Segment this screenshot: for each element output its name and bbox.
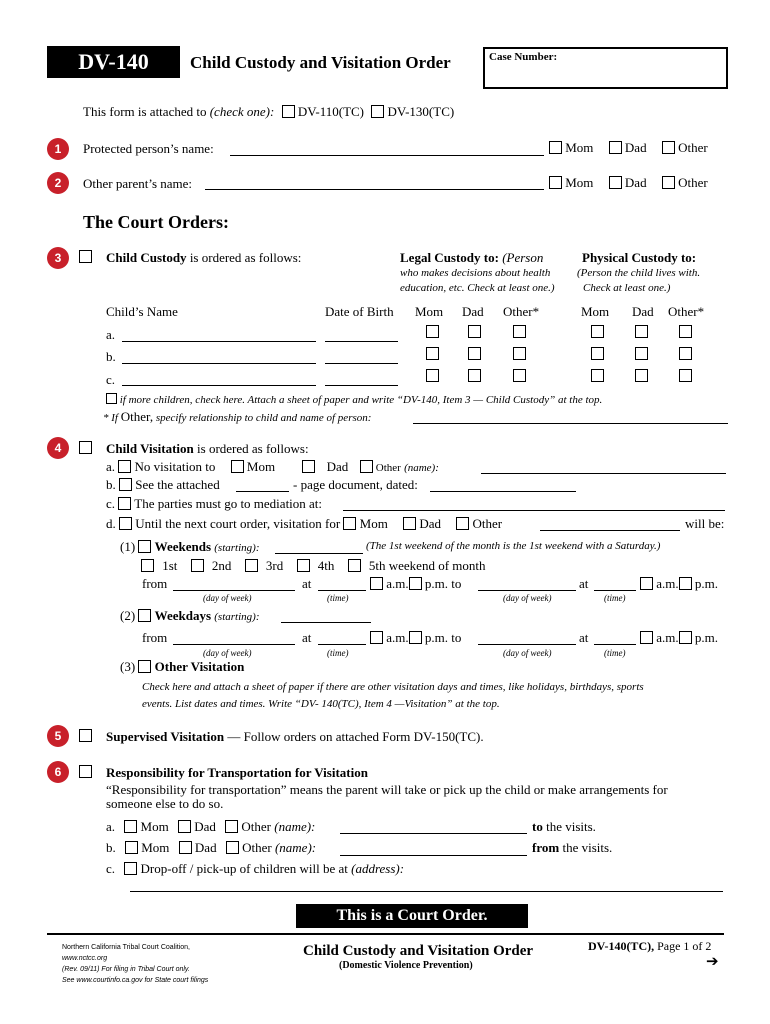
transport-b-name-input[interactable] bbox=[340, 855, 527, 856]
dv110-label: DV-110(TC) bbox=[297, 104, 365, 119]
child-a-legal-other-checkbox[interactable] bbox=[513, 325, 526, 338]
legal-head: Legal Custody to: bbox=[400, 250, 499, 265]
dropoff-address-input[interactable] bbox=[130, 891, 723, 892]
weekday-from-day-input[interactable] bbox=[173, 644, 295, 645]
transport-a-name-input[interactable] bbox=[340, 833, 527, 834]
child-c-physical-other-checkbox[interactable] bbox=[679, 369, 692, 382]
court-orders-heading: The Court Orders: bbox=[83, 212, 229, 232]
custody-row-b-label: b. bbox=[106, 349, 116, 364]
child-c-legal-dad-checkbox[interactable] bbox=[468, 369, 481, 382]
transport-b-row bbox=[106, 840, 316, 856]
transport-desc-2: someone else to do so. bbox=[106, 796, 224, 811]
transport-a-name-label: (name): bbox=[274, 819, 316, 834]
transport-from-bold: from bbox=[532, 840, 560, 855]
child-b-dob-input[interactable] bbox=[325, 363, 398, 364]
weekday-caption-time-1: (time) bbox=[327, 648, 349, 658]
weekday-to-am-label: a.m. bbox=[656, 630, 679, 645]
physical-desc-1: (Person the child lives with. bbox=[577, 267, 701, 279]
weekend-2nd-checkbox[interactable] bbox=[191, 559, 204, 572]
weekend-4th-label: 4th bbox=[317, 558, 335, 573]
if-other-note bbox=[103, 409, 371, 425]
child-b-physical-mom-checkbox[interactable] bbox=[591, 347, 604, 360]
col-legal-other: Other* bbox=[503, 304, 540, 319]
child-a-legal-dad-checkbox[interactable] bbox=[468, 325, 481, 338]
mediation-input[interactable] bbox=[343, 510, 725, 511]
footer-subtitle: (Domestic Violence Prevention) bbox=[339, 960, 473, 971]
more-children-note bbox=[106, 393, 602, 406]
will-be-label: will be: bbox=[685, 516, 725, 531]
weekend-from-day-input[interactable] bbox=[173, 590, 295, 591]
weekend-2nd-label: 2nd bbox=[211, 558, 232, 573]
dv110-checkbox[interactable] bbox=[282, 105, 295, 118]
visitation-d-row bbox=[106, 516, 502, 532]
item-number-6: 6 bbox=[47, 761, 69, 783]
other-parent-other-checkbox[interactable] bbox=[662, 176, 675, 189]
weekend-caption-day-1: (day of week) bbox=[203, 593, 252, 603]
other-visitation-checkbox[interactable] bbox=[138, 660, 151, 673]
weekend-to-am-label: a.m. bbox=[656, 576, 679, 591]
custody-checkbox[interactable] bbox=[79, 250, 92, 263]
child-c-physical-mom-checkbox[interactable] bbox=[591, 369, 604, 382]
dad-label: Dad bbox=[624, 175, 647, 190]
weekday-to-pm-checkbox[interactable] bbox=[679, 631, 692, 644]
next-page-arrow-icon[interactable]: ➔ bbox=[706, 954, 719, 970]
transport-to-rest: the visits. bbox=[546, 819, 596, 834]
child-a-legal-mom-checkbox[interactable] bbox=[426, 325, 439, 338]
weekday-from-am-label: a.m. bbox=[386, 630, 409, 645]
no-visit-mom-checkbox[interactable] bbox=[231, 460, 244, 473]
custody-title-rest: is ordered as follows: bbox=[189, 250, 302, 265]
check-one-text: (check one): bbox=[209, 104, 275, 119]
footer-page-num: Page 1 of 2 bbox=[657, 939, 712, 953]
weekend-from-label: from bbox=[142, 576, 168, 591]
legal-custody-header bbox=[400, 250, 543, 266]
visitation-title-bold: Child Visitation bbox=[106, 441, 194, 456]
transport-a-dad-label: Dad bbox=[194, 819, 216, 834]
transport-to bbox=[532, 819, 596, 835]
other-parent-mom-checkbox[interactable] bbox=[549, 176, 562, 189]
weekend-note: (The 1st weekend of the month is the 1st weekend with a Saturday.) bbox=[366, 540, 661, 552]
visit-mom-label: Mom bbox=[359, 516, 388, 531]
vis-d-label: d. bbox=[106, 516, 116, 531]
child-a-physical-other-checkbox[interactable] bbox=[679, 325, 692, 338]
child-b-legal-other-checkbox[interactable] bbox=[513, 347, 526, 360]
no-visit-dad-checkbox[interactable] bbox=[302, 460, 315, 473]
weekends-starting: (starting): bbox=[214, 542, 260, 554]
col-dob: Date of Birth bbox=[325, 304, 394, 319]
footer-title: Child Custody and Visitation Order bbox=[303, 943, 534, 959]
child-b-physical-other-checkbox[interactable] bbox=[679, 347, 692, 360]
visit-other-checkbox[interactable] bbox=[456, 517, 469, 530]
transport-a-row bbox=[106, 819, 315, 835]
transport-from-rest: the visits. bbox=[562, 840, 613, 855]
vis-a-label: a. bbox=[106, 459, 116, 474]
no-visit-other-label: Other bbox=[375, 462, 401, 474]
weekend-to-am-checkbox[interactable] bbox=[640, 577, 653, 590]
weekend-pm-to-label: p.m. to bbox=[424, 576, 462, 591]
visit-other-input[interactable] bbox=[540, 530, 680, 531]
transport-a-other-checkbox[interactable] bbox=[225, 820, 238, 833]
protected-person-label: Protected person’s name: bbox=[83, 141, 214, 156]
transport-b-other-checkbox[interactable] bbox=[226, 841, 239, 854]
case-number-label: Case Number: bbox=[489, 51, 558, 63]
mom-label: Mom bbox=[565, 140, 594, 155]
if-other-star: * If bbox=[103, 412, 118, 424]
item-number-4: 4 bbox=[47, 437, 69, 459]
legal-desc-2: education, etc. Check at least one.) bbox=[400, 282, 555, 294]
transport-a-mom-checkbox[interactable] bbox=[124, 820, 137, 833]
weekend-caption-day-2: (day of week) bbox=[503, 593, 552, 603]
col-physical-other: Other* bbox=[668, 304, 705, 319]
transport-desc-1: “Responsibility for transportation” means the parent will take or pick up the child or make arrangements for bbox=[106, 782, 668, 797]
dv130-label: DV-130(TC) bbox=[387, 104, 455, 119]
footer-org: Northern California Tribal Court Coalition, bbox=[62, 944, 190, 951]
attached-text: This form is attached to bbox=[83, 104, 207, 119]
weekend-3rd-label: 3rd bbox=[265, 558, 284, 573]
attached-date-input[interactable] bbox=[430, 491, 576, 492]
transport-c-label: c. bbox=[106, 861, 116, 876]
weekday-caption-day-2: (day of week) bbox=[503, 648, 552, 658]
weekday-at-label-2: at bbox=[579, 630, 589, 645]
child-c-dob-input[interactable] bbox=[325, 385, 398, 386]
legal-person: (Person bbox=[502, 250, 544, 265]
visit-other-label: Other bbox=[472, 516, 503, 531]
transport-a-dad-checkbox[interactable] bbox=[178, 820, 191, 833]
weekends-num: (1) bbox=[120, 539, 136, 554]
transport-a-other-label: Other bbox=[241, 819, 271, 834]
protected-other-checkbox[interactable] bbox=[662, 141, 675, 154]
no-visit-mom-label: Mom bbox=[246, 459, 276, 474]
weekday-from-ampm bbox=[370, 630, 461, 646]
transport-a-mom-label: Mom bbox=[140, 819, 169, 834]
other-label: Other bbox=[678, 175, 708, 190]
no-visit-name-label: (name): bbox=[404, 462, 439, 474]
weekday-from-time-input[interactable] bbox=[318, 644, 366, 645]
until-order-label: Until the next court order, visitation for bbox=[135, 516, 341, 531]
protected-mom-checkbox[interactable] bbox=[549, 141, 562, 154]
weekend-caption-time-1: (time) bbox=[327, 593, 349, 603]
child-a-name-input[interactable] bbox=[122, 341, 316, 342]
transport-c-row bbox=[106, 861, 404, 877]
supervised-rest: — Follow orders on attached Form DV-150(TC). bbox=[227, 729, 484, 744]
col-legal-dad: Dad bbox=[462, 304, 484, 319]
col-physical-dad: Dad bbox=[632, 304, 654, 319]
weekday-from-pm-checkbox[interactable] bbox=[409, 631, 422, 644]
weekends-start-input[interactable] bbox=[275, 553, 363, 554]
footer-see: See www.courtinfo.ca.gov for State court filings bbox=[62, 977, 209, 984]
item-number-5: 5 bbox=[47, 725, 69, 747]
col-legal-mom: Mom bbox=[415, 304, 444, 319]
weekend-5th-checkbox[interactable] bbox=[348, 559, 361, 572]
weekend-to-time-input[interactable] bbox=[594, 590, 636, 591]
until-order-checkbox[interactable] bbox=[119, 517, 132, 530]
child-a-dob-input[interactable] bbox=[325, 341, 398, 342]
vis-b-label: b. bbox=[106, 477, 116, 492]
transport-b-other-label: Other bbox=[242, 840, 272, 855]
col-physical-mom: Mom bbox=[581, 304, 610, 319]
custody-title-bold: Child Custody bbox=[106, 250, 187, 265]
mediation-checkbox[interactable] bbox=[118, 497, 131, 510]
weekday-to-day-input[interactable] bbox=[478, 644, 576, 645]
weekday-to-am-checkbox[interactable] bbox=[640, 631, 653, 644]
protected-person-options bbox=[549, 140, 708, 156]
weekday-to-ampm bbox=[640, 630, 718, 646]
footer-rev: (Rev. 09/11) For filing in Tribal Court only. bbox=[62, 966, 190, 973]
visit-dad-label: Dad bbox=[419, 516, 441, 531]
more-children-checkbox[interactable] bbox=[106, 393, 117, 404]
other-visitation-row bbox=[120, 659, 244, 675]
child-b-legal-mom-checkbox[interactable] bbox=[426, 347, 439, 360]
weekend-to-ampm bbox=[640, 576, 718, 592]
item-number-3: 3 bbox=[47, 247, 69, 269]
weekend-4th-checkbox[interactable] bbox=[297, 559, 310, 572]
no-visit-name-input[interactable] bbox=[481, 473, 726, 474]
transport-a-label: a. bbox=[106, 819, 116, 834]
weekdays-label: Weekdays bbox=[154, 608, 212, 623]
weekdays-checkbox[interactable] bbox=[138, 609, 151, 622]
physical-custody-header: Physical Custody to: bbox=[582, 250, 697, 265]
weekend-1st-checkbox[interactable] bbox=[141, 559, 154, 572]
weekend-1st-label: 1st bbox=[162, 558, 178, 573]
weekend-from-am-checkbox[interactable] bbox=[370, 577, 383, 590]
weekend-from-am-label: a.m. bbox=[386, 576, 409, 591]
footer-page bbox=[588, 939, 711, 954]
other-visit-num: (3) bbox=[120, 659, 136, 674]
child-a-physical-mom-checkbox[interactable] bbox=[591, 325, 604, 338]
supervised-title: Supervised Visitation bbox=[106, 729, 225, 744]
weekend-at-label-1: at bbox=[302, 576, 312, 591]
protected-person-input[interactable] bbox=[230, 155, 544, 156]
weekend-caption-time-2: (time) bbox=[604, 593, 626, 603]
weekend-to-day-input[interactable] bbox=[478, 590, 576, 591]
weekday-caption-time-2: (time) bbox=[604, 648, 626, 658]
form-id-badge: DV-140 bbox=[47, 46, 180, 78]
weekend-at-label-2: at bbox=[579, 576, 589, 591]
col-child-name: Child’s Name bbox=[106, 304, 178, 319]
attached-pages-input[interactable] bbox=[236, 491, 289, 492]
legal-desc-1: who makes decisions about health bbox=[400, 267, 551, 279]
weekday-from-am-checkbox[interactable] bbox=[370, 631, 383, 644]
weekdays-start-input[interactable] bbox=[281, 622, 371, 623]
footer-site: www.nctcc.org bbox=[62, 955, 108, 962]
other-parent-input[interactable] bbox=[205, 189, 544, 190]
weekend-options bbox=[141, 558, 486, 574]
page-title: Child Custody and Visitation Order bbox=[190, 53, 451, 72]
transport-title: Responsibility for Transportation for Visitation bbox=[106, 765, 368, 780]
see-attached-checkbox[interactable] bbox=[119, 478, 132, 491]
other-parent-dad-checkbox[interactable] bbox=[609, 176, 622, 189]
visitation-a-row bbox=[106, 459, 439, 475]
physical-desc-2: Check at least one.) bbox=[583, 282, 671, 294]
transport-b-dad-label: Dad bbox=[194, 840, 217, 855]
weekend-from-pm-checkbox[interactable] bbox=[409, 577, 422, 590]
if-other-word: Other, bbox=[120, 409, 154, 424]
child-a-physical-dad-checkbox[interactable] bbox=[635, 325, 648, 338]
dv130-checkbox[interactable] bbox=[371, 105, 384, 118]
attached-line bbox=[83, 104, 454, 120]
transport-b-label: b. bbox=[106, 840, 116, 855]
other-parent-label: Other parent’s name: bbox=[83, 176, 193, 191]
weekend-to-pm-label: p.m. bbox=[694, 576, 719, 591]
weekday-to-pm-label: p.m. bbox=[694, 630, 719, 645]
child-b-legal-dad-checkbox[interactable] bbox=[468, 347, 481, 360]
weekday-from-label: from bbox=[142, 630, 168, 645]
protected-dad-checkbox[interactable] bbox=[609, 141, 622, 154]
more-children-text: if more children, check here. Attach a sheet of paper and write “DV-140, Item 3 — Child Custody” at the top. bbox=[119, 394, 603, 406]
if-other-input[interactable] bbox=[413, 423, 728, 424]
weekday-caption-day-1: (day of week) bbox=[203, 648, 252, 658]
weekdays-starting: (starting): bbox=[214, 611, 260, 623]
child-c-name-input[interactable] bbox=[122, 385, 316, 386]
transport-from bbox=[532, 840, 612, 856]
item-number-2: 2 bbox=[47, 172, 69, 194]
page-doc-label: - page document, dated: bbox=[293, 477, 418, 492]
no-visitation-checkbox[interactable] bbox=[118, 460, 131, 473]
weekdays-num: (2) bbox=[120, 608, 136, 623]
weekend-3rd-checkbox[interactable] bbox=[245, 559, 258, 572]
dropoff-label: Drop-off / pick-up of children will be at bbox=[140, 861, 348, 876]
vis-c-label: c. bbox=[106, 496, 116, 511]
other-parent-options bbox=[549, 175, 708, 191]
transport-b-mom-label: Mom bbox=[141, 840, 170, 855]
transport-to-bold: to bbox=[532, 819, 543, 834]
weekends-row bbox=[120, 539, 260, 555]
weekend-to-pm-checkbox[interactable] bbox=[679, 577, 692, 590]
visit-mom-checkbox[interactable] bbox=[343, 517, 356, 530]
weekends-label: Weekends bbox=[154, 539, 212, 554]
custody-title bbox=[106, 250, 301, 266]
visitation-checkbox[interactable] bbox=[79, 441, 92, 454]
supervised-row bbox=[106, 729, 484, 745]
no-visitation-label: No visitation to bbox=[134, 459, 216, 474]
if-other-rest: specify relationship to child and name of person: bbox=[155, 412, 372, 424]
see-attached-label: See the attached bbox=[135, 477, 220, 492]
visitation-title-rest: is ordered as follows: bbox=[197, 441, 309, 456]
custody-row-c-label: c. bbox=[106, 372, 116, 387]
other-visitation-note-2: events. List dates and times. Write “DV- 140(TC), Item 4 —Visitation” at the top. bbox=[142, 698, 500, 710]
dropoff-address-label: (address): bbox=[351, 861, 405, 876]
dad-label: Dad bbox=[624, 140, 647, 155]
weekday-pm-to-label: p.m. to bbox=[424, 630, 462, 645]
weekdays-row bbox=[120, 608, 260, 624]
transport-b-mom-checkbox[interactable] bbox=[125, 841, 138, 854]
transport-b-dad-checkbox[interactable] bbox=[179, 841, 192, 854]
other-visitation-label: Other Visitation bbox=[154, 659, 245, 674]
child-c-legal-mom-checkbox[interactable] bbox=[426, 369, 439, 382]
child-b-physical-dad-checkbox[interactable] bbox=[635, 347, 648, 360]
child-b-name-input[interactable] bbox=[122, 363, 316, 364]
weekday-at-label-1: at bbox=[302, 630, 312, 645]
other-visitation-note-1: Check here and attach a sheet of paper if there are other visitation days and times, like holidays, birthdays, sports bbox=[142, 681, 644, 693]
transport-b-name-label: (name): bbox=[274, 840, 317, 855]
other-label: Other bbox=[678, 140, 708, 155]
visitation-title bbox=[106, 441, 309, 457]
mediation-label: The parties must go to mediation at: bbox=[134, 496, 323, 511]
weekend-from-time-input[interactable] bbox=[318, 590, 366, 591]
no-visit-other-checkbox[interactable] bbox=[360, 460, 373, 473]
item-number-1: 1 bbox=[47, 138, 69, 160]
visitation-b-row bbox=[106, 477, 220, 493]
court-order-banner: This is a Court Order. bbox=[296, 904, 528, 928]
weekends-checkbox[interactable] bbox=[138, 540, 151, 553]
transport-checkbox[interactable] bbox=[79, 765, 92, 778]
no-visit-dad-label: Dad bbox=[326, 459, 349, 474]
child-c-legal-other-checkbox[interactable] bbox=[513, 369, 526, 382]
weekend-5th-label: 5th weekend of month bbox=[368, 558, 486, 573]
dropoff-checkbox[interactable] bbox=[124, 862, 137, 875]
footer-form-ref: DV-140(TC), bbox=[588, 939, 655, 953]
visit-dad-checkbox[interactable] bbox=[403, 517, 416, 530]
weekend-from-ampm bbox=[370, 576, 461, 592]
footer-rule bbox=[47, 933, 724, 935]
supervised-checkbox[interactable] bbox=[79, 729, 92, 742]
mom-label: Mom bbox=[565, 175, 594, 190]
visitation-c-row bbox=[106, 496, 322, 512]
child-c-physical-dad-checkbox[interactable] bbox=[635, 369, 648, 382]
custody-row-a-label: a. bbox=[106, 327, 116, 342]
weekday-to-time-input[interactable] bbox=[594, 644, 636, 645]
